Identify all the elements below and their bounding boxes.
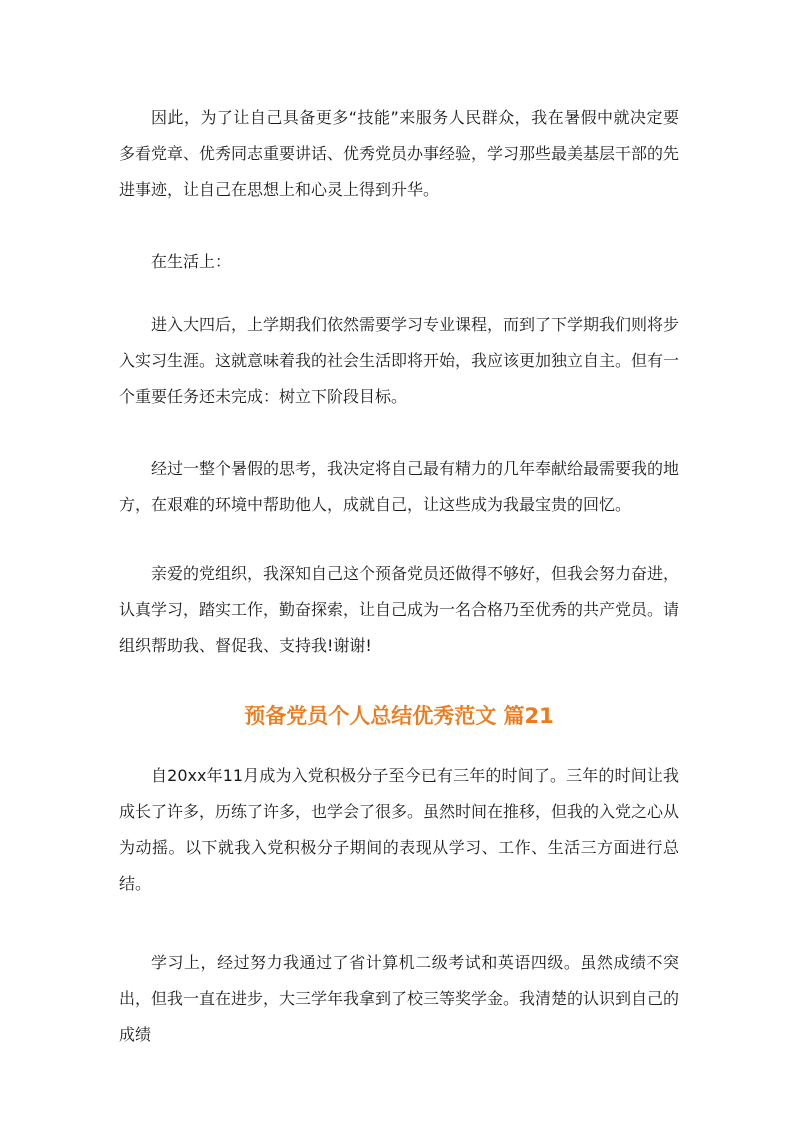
- paragraph-1: 因此，为了让自己具备更多“技能”来服务人民群众，我在暑假中就决定要多看党章、优秀同志重要讲话、优秀党员办事经验，学习那些最美基层干部的先进事迹，让自己在思想上和心灵上得到升华。: [119, 108, 680, 199]
- paragraph-3: 进入大四后，上学期我们依然需要学习专业课程，而到了下学期我们则将步入实习生涯。这就意味着我的社会生活即将开始，我应该更加独立自主。但有一个重要任务还未完成：树立下阶段目标。: [119, 315, 680, 406]
- paragraph-6: 自20xx年11月成为入党积极分子至今已有三年的时间了。三年的时间让我成长了许多，历练了许多，也学会了很多。虽然时间在推移，但我的入党之心从为动摇。以下就我入党积极分子期间的表现从学习、工作、生活三方面进行总结。: [119, 766, 680, 893]
- paragraph-4: 经过一整个暑假的思考，我决定将自己最有精力的几年奉献给最需要我的地方，在艰难的环境中帮助他人，成就自己，让这些成为我最宝贵的回忆。: [119, 459, 680, 514]
- section-heading: 预备党员个人总结优秀范文 篇21: [244, 704, 554, 728]
- document-page: [119, 0, 679, 1123]
- paragraph-2: 在生活上：: [151, 252, 232, 271]
- paragraph-5: 亲爱的党组织，我深知自己这个预备党员还做得不够好，但我会努力奋进，认真学习，踏实工作，勤奋探索，让自己成为一名合格乃至优秀的共产党员。请组织帮助我、督促我、支持我!谢谢!: [119, 564, 680, 655]
- paragraph-7: 学习上，经过努力我通过了省计算机二级考试和英语四级。虽然成绩不突出，但我一直在进步，大三学年我拿到了校三等奖学金。我清楚的认识到自己的成绩: [119, 953, 680, 1044]
